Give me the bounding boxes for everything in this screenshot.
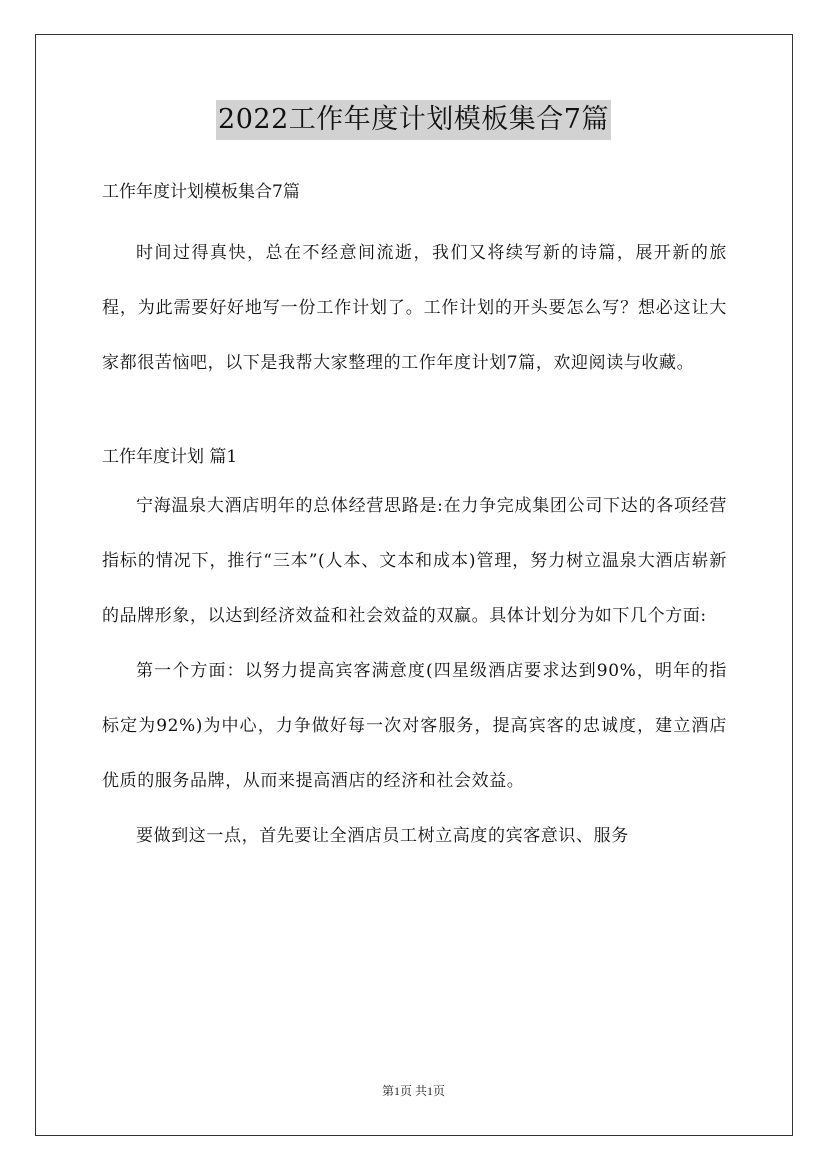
body-paragraph: 宁海温泉大酒店明年的总体经营思路是:在力争完成集团公司下达的各项经营指标的情况下，推行“三本”(人本、文本和成本)管理，努力树立温泉大酒店崭新的品牌形象，以达到经济效益和社会效益的双赢。具体计划分为如下几个方面:	[102, 496, 727, 626]
document-body	[102, 170, 727, 864]
document-subtitle: 工作年度计划模板集合7篇	[102, 182, 300, 202]
body-paragraph: 第一个方面：以努力提高宾客满意度(四星级酒店要求达到90%，明年的指标定为92%)为中心，力争做好每一次对客服务，提高宾客的忠诚度，建立酒店优质的服务品牌，从而来提高酒店的经济和社会效益。	[102, 661, 727, 791]
title-container	[0, 100, 827, 140]
intro-paragraph: 时间过得真快，总在不经意间流逝，我们又将续写新的诗篇，展开新的旅程，为此需要好好地写一份工作计划了。工作计划的开头要怎么写？想必这让大家都很苦恼吧，以下是我帮大家整理的工作年度计划7篇，欢迎阅读与收藏。	[102, 243, 727, 373]
page-footer: 第1页 共1页	[381, 1084, 445, 1098]
body-paragraph: 要做到这一点，首先要让全酒店员工树立高度的宾客意识、服务	[136, 826, 629, 846]
section-heading: 工作年度计划 篇1	[102, 447, 238, 467]
document-title: 2022工作年度计划模板集合7篇	[216, 100, 611, 140]
